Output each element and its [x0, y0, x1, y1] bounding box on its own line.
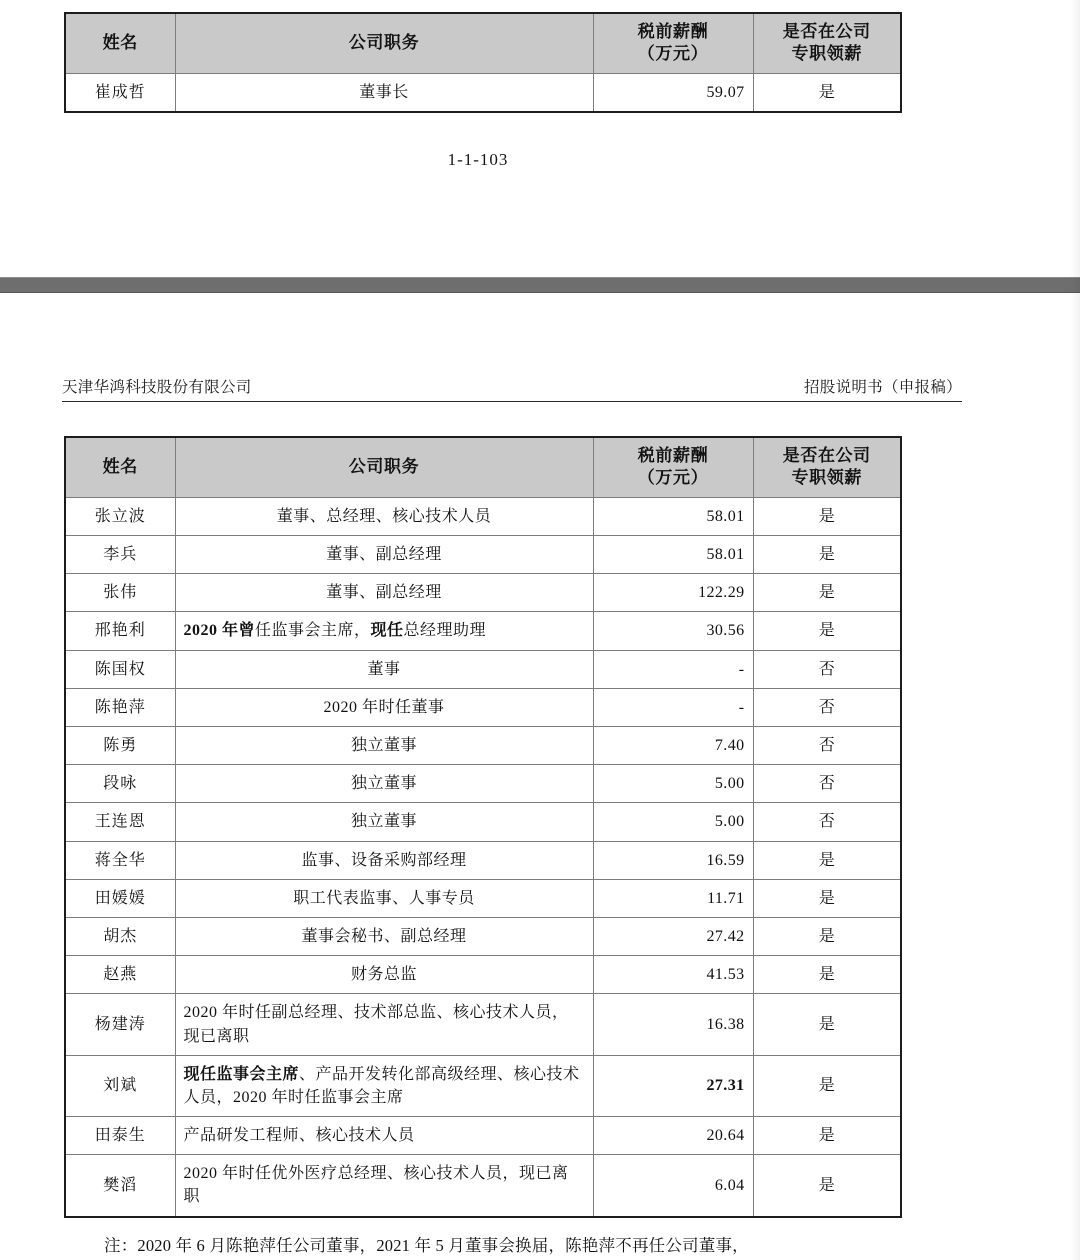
- cell-pay: 41.53: [593, 956, 753, 994]
- cell-name: 樊滔: [65, 1155, 175, 1217]
- column-header-post: 公司职务: [175, 13, 593, 73]
- cell-fulltime: 是: [753, 994, 901, 1055]
- cell-fulltime: 是: [753, 73, 901, 112]
- cell-name: 崔成哲: [65, 73, 175, 112]
- table-header-row: [65, 13, 901, 73]
- column-header-name: 姓名: [65, 13, 175, 73]
- cell-fulltime: 是: [753, 612, 901, 650]
- cell-name: 陈国权: [65, 650, 175, 688]
- salary-table-top: [64, 12, 902, 113]
- column-header-pay-line2: （万元）: [637, 44, 709, 64]
- cell-post: 2020 年曾任监事会主席，现任总经理助理: [175, 612, 593, 650]
- cell-post: 董事长: [175, 73, 593, 112]
- column-header-post: 公司职务: [175, 437, 593, 497]
- table-row: [65, 727, 901, 765]
- table-row: [65, 536, 901, 574]
- cell-fulltime: 是: [753, 917, 901, 955]
- cell-post: 独立董事: [175, 727, 593, 765]
- cell-pay: 16.38: [593, 994, 753, 1055]
- table-row: [65, 803, 901, 841]
- table-row: [65, 1117, 901, 1155]
- table-row: [65, 994, 901, 1055]
- table-row: [65, 1055, 901, 1116]
- cell-fulltime: 否: [753, 803, 901, 841]
- cell-pay: 122.29: [593, 574, 753, 612]
- salary-table-top-container: [64, 12, 902, 113]
- salary-table-main: [64, 436, 902, 1218]
- cell-pay: -: [593, 650, 753, 688]
- cell-fulltime: 是: [753, 879, 901, 917]
- column-header-fulltime-line1: 是否在公司: [782, 446, 871, 465]
- table-row: [65, 574, 901, 612]
- cell-post: 2020 年时任副总经理、技术部总监、核心技术人员，现已离职: [175, 994, 593, 1055]
- page-separator-band: [0, 277, 1080, 293]
- cell-pay: 5.00: [593, 803, 753, 841]
- cell-fulltime: 否: [753, 765, 901, 803]
- salary-table-body: [65, 497, 901, 1216]
- column-header-fulltime-line2: 专职领薪: [791, 44, 862, 64]
- cell-post: 独立董事: [175, 803, 593, 841]
- column-header-fulltime: [753, 13, 901, 73]
- table-row: [65, 688, 901, 726]
- table-row: [65, 497, 901, 535]
- column-header-pay-line2: （万元）: [637, 468, 709, 488]
- table-row: [65, 879, 901, 917]
- salary-table-main-container: [64, 436, 902, 1218]
- cell-fulltime: 否: [753, 688, 901, 726]
- emphasis-text: 现任: [370, 622, 404, 640]
- cell-fulltime: 否: [753, 650, 901, 688]
- cell-name: 蒋全华: [65, 841, 175, 879]
- table-footnote: 注：2020 年 6 月陈艳萍任公司董事，2021 年 5 月董事会换届，陈艳萍不再任公司董事，: [104, 1236, 749, 1255]
- cell-pay: 7.40: [593, 727, 753, 765]
- cell-post: 产品研发工程师、核心技术人员: [175, 1117, 593, 1155]
- cell-name: 陈勇: [65, 727, 175, 765]
- column-header-pay-line1: 税前薪酬: [637, 446, 709, 465]
- cell-fulltime: 是: [753, 841, 901, 879]
- cell-pay: 16.59: [593, 841, 753, 879]
- cell-fulltime: 是: [753, 497, 901, 535]
- cell-name: 王连恩: [65, 803, 175, 841]
- cell-pay: 20.64: [593, 1117, 753, 1155]
- emphasis-text: 现任监事会主席: [183, 1065, 300, 1083]
- table-header-row: [65, 437, 901, 497]
- cell-post: 独立董事: [175, 765, 593, 803]
- cell-post: 董事、副总经理: [175, 574, 593, 612]
- table-row: [65, 73, 901, 112]
- cell-name: 张立波: [65, 497, 175, 535]
- cell-fulltime: 是: [753, 1117, 901, 1155]
- table-row: [65, 956, 901, 994]
- table-row: [65, 765, 901, 803]
- cell-post: 2020 年时任董事: [175, 688, 593, 726]
- cell-name: 陈艳萍: [65, 688, 175, 726]
- cell-post: 董事会秘书、副总经理: [175, 917, 593, 955]
- column-header-fulltime: [753, 437, 901, 497]
- running-header-company: 天津华鸿科技股份有限公司: [62, 379, 252, 396]
- cell-fulltime: 是: [753, 1055, 901, 1116]
- cell-post: 财务总监: [175, 956, 593, 994]
- cell-name: 杨建涛: [65, 994, 175, 1055]
- column-header-pay-line1: 税前薪酬: [637, 22, 709, 41]
- cell-post: 董事、副总经理: [175, 536, 593, 574]
- page-number: 1-1-103: [447, 150, 509, 169]
- cell-pay: 11.71: [593, 879, 753, 917]
- table-row: [65, 917, 901, 955]
- column-header-name: 姓名: [65, 437, 175, 497]
- cell-fulltime: 否: [753, 727, 901, 765]
- cell-post: 董事: [175, 650, 593, 688]
- cell-fulltime: 是: [753, 1155, 901, 1217]
- cell-pay: 6.04: [593, 1155, 753, 1217]
- cell-pay: 58.01: [593, 497, 753, 535]
- cell-pay: 27.42: [593, 917, 753, 955]
- cell-pay: 30.56: [593, 612, 753, 650]
- cell-post: 董事、总经理、核心技术人员: [175, 497, 593, 535]
- column-header-pay: [593, 13, 753, 73]
- cell-post: 2020 年时任优外医疗总经理、核心技术人员，现已离职: [175, 1155, 593, 1217]
- cell-name: 田泰生: [65, 1117, 175, 1155]
- cell-name: 邢艳利: [65, 612, 175, 650]
- cell-pay: 59.07: [593, 73, 753, 112]
- cell-post: 监事、设备采购部经理: [175, 841, 593, 879]
- cell-post: 职工代表监事、人事专员: [175, 879, 593, 917]
- cell-fulltime: 是: [753, 536, 901, 574]
- cell-name: 段咏: [65, 765, 175, 803]
- emphasis-text: 2020 年曾: [183, 622, 256, 640]
- cell-pay: -: [593, 688, 753, 726]
- cell-name: 赵燕: [65, 956, 175, 994]
- table-row: [65, 650, 901, 688]
- cell-pay: 5.00: [593, 765, 753, 803]
- column-header-pay: [593, 437, 753, 497]
- cell-name: 李兵: [65, 536, 175, 574]
- column-header-fulltime-line2: 专职领薪: [791, 468, 862, 488]
- running-header: [62, 375, 962, 402]
- document-page-bottom: [0, 293, 1080, 1260]
- table-row: [65, 1155, 901, 1217]
- cell-name: 张伟: [65, 574, 175, 612]
- document-page-top: [0, 0, 1080, 277]
- cell-fulltime: 是: [753, 956, 901, 994]
- cell-fulltime: 是: [753, 574, 901, 612]
- cell-name: 胡杰: [65, 917, 175, 955]
- cell-pay: 27.31: [593, 1055, 753, 1116]
- cell-pay: 58.01: [593, 536, 753, 574]
- table-row: [65, 612, 901, 650]
- cell-name: 刘斌: [65, 1055, 175, 1116]
- table-row: [65, 841, 901, 879]
- column-header-fulltime-line1: 是否在公司: [782, 22, 871, 41]
- running-header-doctype: 招股说明书（申报稿）: [803, 379, 962, 396]
- cell-post: 现任监事会主席、产品开发转化部高级经理、核心技术人员，2020 年时任监事会主席: [175, 1055, 593, 1116]
- cell-name: 田媛媛: [65, 879, 175, 917]
